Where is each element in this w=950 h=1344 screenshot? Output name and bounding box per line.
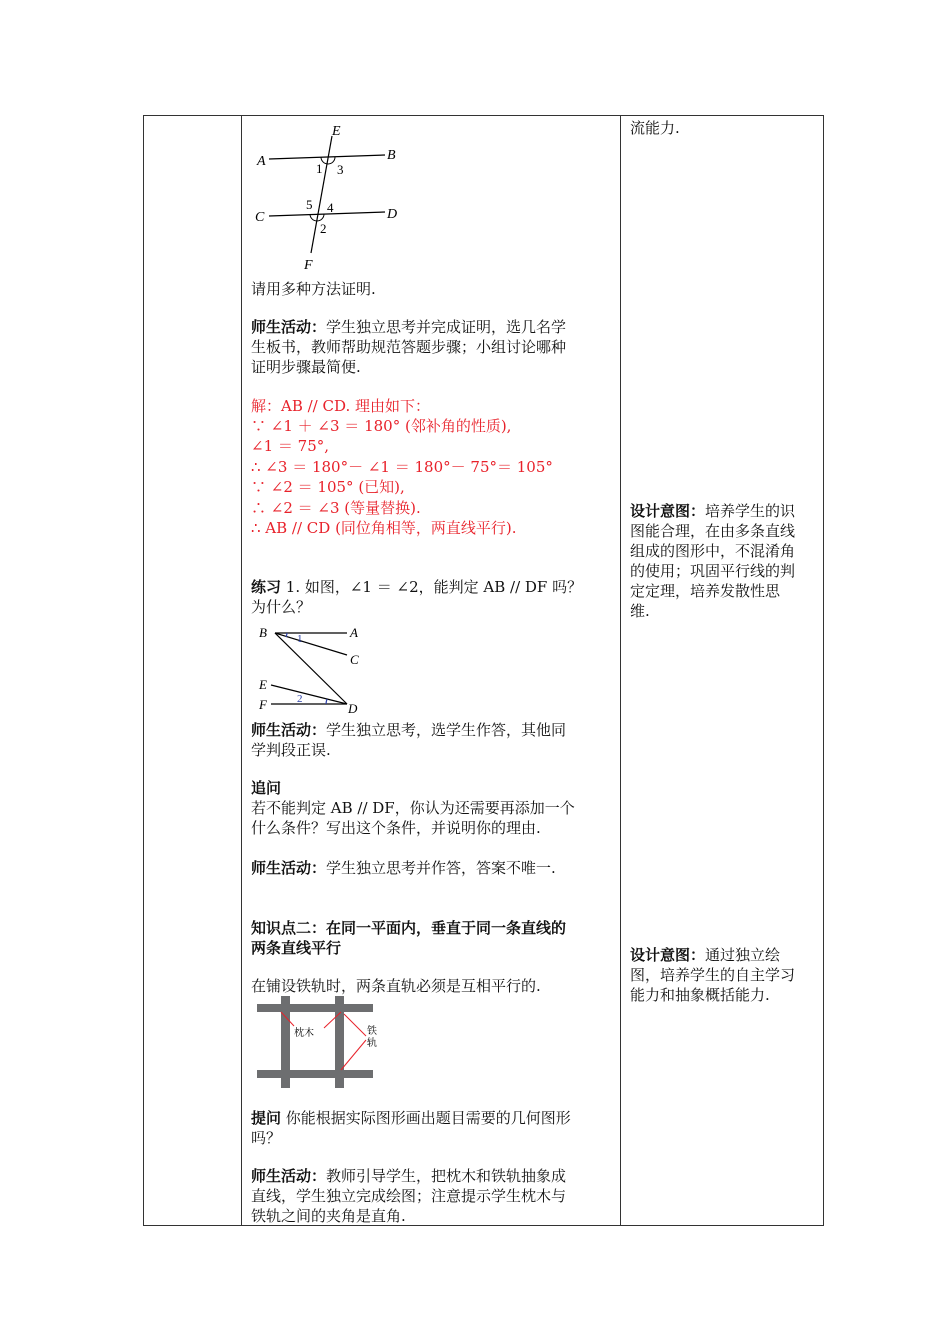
column-divider-2	[620, 116, 621, 1225]
figure-railway	[253, 996, 383, 1088]
design-intent-1-line-3: 组成的图形中，不混淆角	[630, 542, 796, 560]
side-top-fragment: 流能力.	[630, 119, 680, 137]
label-F2: F	[259, 697, 267, 712]
activity-4-label: 师生活动：	[251, 1167, 327, 1185]
sleeper-label: 枕木	[294, 1028, 314, 1039]
exercise-label: 练习	[251, 578, 282, 596]
solution-line-3: ∠1 ＝ 75°,	[251, 437, 330, 455]
label-A2: A	[350, 625, 358, 640]
question-line-1	[251, 1108, 571, 1128]
design-intent-2-line-3: 能力和抽象概括能力.	[630, 986, 770, 1004]
question-text: 你能根据实际图形画出题目需要的几何图形	[281, 1109, 571, 1127]
design-intent-1-text: 培养学生的识	[705, 502, 796, 520]
label-E: E	[332, 124, 341, 139]
label-B: B	[387, 148, 396, 163]
label-2: 2	[320, 221, 327, 236]
column-divider-1	[241, 116, 242, 1225]
lesson-table	[143, 115, 824, 1226]
label-5: 5	[306, 197, 313, 212]
label-3: 3	[337, 162, 344, 177]
activity-2-label: 师生活动：	[251, 721, 327, 739]
solution-line-6: ∴ ∠2 ＝ ∠3 (等量替换).	[251, 499, 421, 517]
figure-z-shape	[251, 621, 381, 713]
question-line-2: 吗？	[251, 1129, 282, 1147]
label-4: 4	[327, 200, 334, 215]
design-intent-1-line-4: 的使用；巩固平行线的判	[630, 562, 796, 580]
activity-4-text: 教师引导学生，把枕木和铁轨抽象成	[326, 1167, 567, 1185]
solution-line-2: ∵ ∠1 ＋ ∠3 ＝ 180° (邻补角的性质),	[251, 417, 512, 435]
knowledge-point-2-line-1: 知识点二：在同一平面内，垂直于同一条直线的	[251, 919, 567, 937]
activity-1-text: 学生独立思考并完成证明，选几名学	[326, 318, 567, 336]
label-D: D	[387, 207, 398, 222]
activity-2-text: 学生独立思考，选学生作答，其他同	[326, 721, 567, 739]
design-intent-1-line-2: 图能合理，在由多条直线	[630, 522, 796, 540]
activity-2-line-2: 学判段正误.	[251, 741, 331, 759]
activity-2-line-1	[251, 720, 566, 740]
knowledge-point-2-line-2: 两条直线平行	[251, 939, 342, 957]
activity-4-line-2: 直线，学生独立完成绘图；注意提示学生枕木与	[251, 1187, 567, 1205]
activity-1-line-3: 证明步骤最简便.	[251, 358, 361, 376]
label-F: F	[304, 258, 313, 271]
rail-label-2: 轨	[367, 1038, 377, 1049]
railway-statement: 在铺设铁轨时，两条直轨必须是互相平行的.	[251, 977, 541, 995]
label-1b: 1	[297, 633, 303, 645]
activity-1-line-2: 生板书，教师帮助规范答题步骤；小组讨论哪种	[251, 338, 567, 356]
exercise-text: 1. 如图，∠1 ＝ ∠2，能判定 AB // DF 吗？	[281, 578, 583, 596]
design-intent-1-line-6: 维.	[630, 602, 650, 620]
activity-4-line-3: 铁轨之间的夹角是直角.	[251, 1207, 406, 1225]
activity-1-label: 师生活动：	[251, 318, 327, 336]
label-B2: B	[259, 625, 267, 640]
proof-prompt: 请用多种方法证明.	[251, 280, 376, 298]
label-E2: E	[259, 677, 267, 692]
solution-line-7: ∴ AB // CD (同位角相等，两直线平行).	[251, 519, 517, 537]
label-A: A	[257, 154, 266, 169]
exercise-line-1	[251, 577, 582, 597]
design-intent-1-line-1	[630, 501, 795, 521]
design-intent-2-line-2: 图，培养学生的自主学习	[630, 966, 796, 984]
design-intent-2-line-1	[630, 945, 780, 965]
followup-line-1: 若不能判定 AB // DF，你认为还需要再添加一个	[251, 799, 575, 817]
solution-line-5: ∵ ∠2 ＝ 105° (已知),	[251, 478, 405, 496]
label-C: C	[255, 210, 265, 225]
activity-3-label: 师生活动：	[251, 859, 327, 877]
design-intent-1-line-5: 定定理，培养发散性思	[630, 582, 781, 600]
activity-1-line-1	[251, 317, 566, 337]
label-2b: 2	[297, 693, 303, 705]
figure-transversal	[251, 121, 421, 271]
followup-line-2: 什么条件？写出这个条件，并说明你的理由.	[251, 819, 541, 837]
rail-label-1: 铁	[367, 1026, 377, 1037]
question-label: 提问	[251, 1109, 282, 1127]
activity-3-text: 学生独立思考并作答，答案不唯一.	[326, 859, 556, 877]
label-1: 1	[316, 161, 323, 176]
label-D2: D	[348, 701, 358, 713]
design-intent-2-text: 通过独立绘	[705, 946, 781, 964]
label-C2: C	[350, 652, 359, 667]
solution-line-4: ∴ ∠3 ＝ 180°－ ∠1 ＝ 180°－ 75°＝ 105°	[251, 458, 553, 476]
design-intent-1-label: 设计意图：	[630, 502, 706, 520]
exercise-line-2: 为什么？	[251, 598, 312, 616]
followup-label: 追问	[251, 779, 282, 797]
activity-3	[251, 858, 556, 878]
solution-line-1: 解：AB // CD. 理由如下：	[251, 397, 431, 415]
design-intent-2-label: 设计意图：	[630, 946, 706, 964]
activity-4-line-1	[251, 1166, 566, 1186]
